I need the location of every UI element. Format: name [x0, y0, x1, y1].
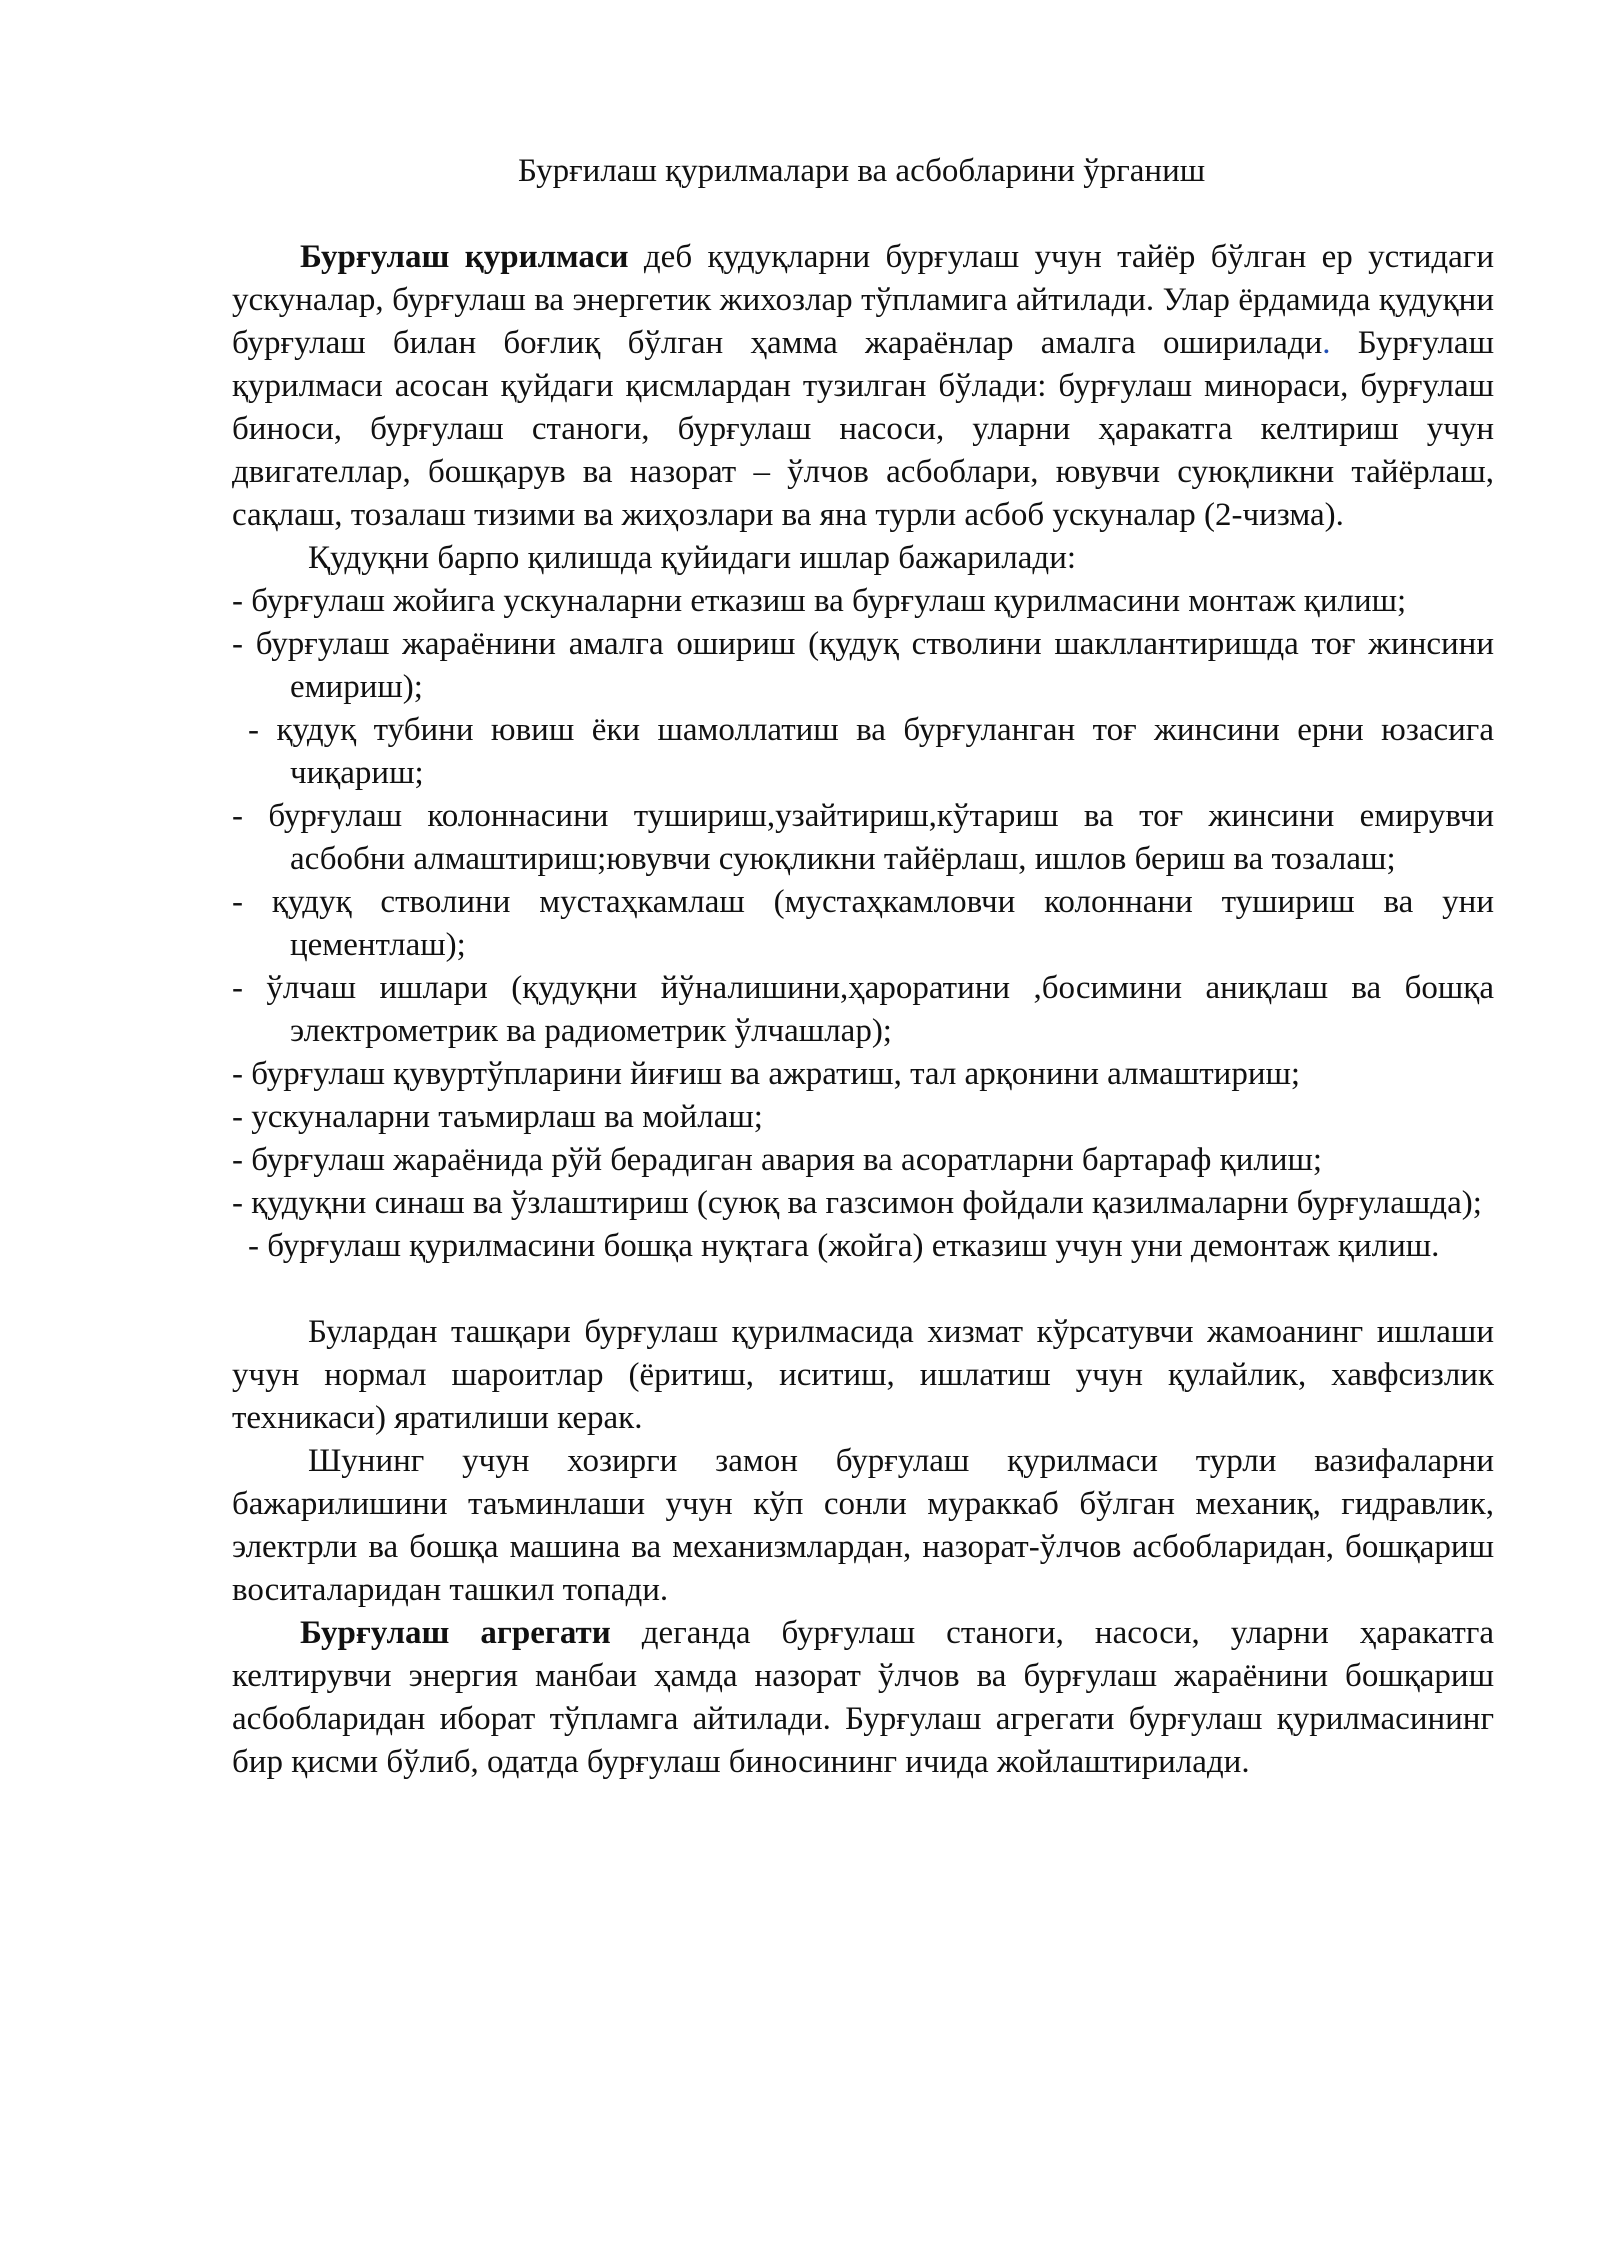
- list-item: - қудуқ тубини ювиш ёки шамоллатиш ва бурғуланган тоғ жинсини ерни юзасига чиқариш;: [248, 712, 1494, 791]
- paragraph-text-continued: Бурғулаш қурилмаси асосан қуйдаги қисмлардан тузилган бўлади: бурғулаш минораси, бурғулаш биноси, бурғулаш станоги, бурғулаш насоси, уларни ҳаракатга келтириш учун двигателлар, бошқарув ва назорат – ўлчов асбоблари, ювувчи суюқликни тайёрлаш, сақлаш, тозалаш тизими ва жиҳозлари ва яна турли асбоб ускуналар (2-чизма).: [232, 325, 1494, 533]
- list-item: - бурғулаш қурилмасини бошқа нуқтага (жойга) етказиш учун уни демонтаж қилиш.: [248, 1228, 1440, 1264]
- paragraph-modern-rig: Шунинг учун хозирги замон бурғулаш қурилмаси турли вазифаларни бажарилишини таъминлаши учун кўп сонли мураккаб бўлган механиқ, гидравлик, электрли ва бошқа машина ва механизмлардан, назорат-ўлчов асбобларидан, бошқариш воситаларидан ташкил топади.: [232, 1443, 1494, 1608]
- term-drilling-rig: Бурғулаш қурилмаси: [300, 239, 629, 275]
- list-item: - ўлчаш ишлари (қудуқни йўналишини,ҳароратини ,босимини аниқлаш ва бошқа электрометрик ва радиометрик ўлчашлар);: [232, 970, 1494, 1049]
- list-item: - бурғулаш жойига ускуналарни етказиш ва бурғулаш қурилмасини монтаж қилиш;: [232, 583, 1407, 619]
- list-item: - бурғулаш қувуртўпларини йиғиш ва ажратиш, тал арқонини алмаштириш;: [232, 1056, 1301, 1092]
- paragraph-dot: .: [1322, 325, 1331, 361]
- paragraph-drilling-unit-definition: [232, 1612, 1494, 1784]
- list-item: - ускуналарни таъмирлаш ва мойлаш;: [232, 1099, 763, 1135]
- paragraph-drilling-rig-definition: [232, 236, 1494, 537]
- works-list: [232, 580, 1494, 1268]
- list-item: - бурғулаш жараёнида рўй берадиган авария ва асоратларни бартараф қилиш;: [232, 1142, 1323, 1178]
- paragraph-text: деганда бурғулаш станоги, насоси, уларни ҳаракатга келтирувчи энергия манбаи ҳамда назорат ўлчов ва бурғулаш жараёнини бошқариш асбобларидан иборат тўпламга айтилади. Бурғулаш агрегати бурғулаш қурилмасининг бир қисми бўлиб, одатда бурғулаш биносининг ичида жойлаштирилади.: [232, 1615, 1494, 1780]
- paragraph-text: деб қудуқларни бурғулаш учун тайёр бўлган ер устидаги ускуналар, бурғулаш ва энергетик жихозлар тўпламига айтилади. Улар ёрдамида қудуқни бурғулаш билан боғлиқ бўлган ҳамма жараёнлар амалга оширилади: [232, 239, 1494, 361]
- document-title: Бурғилаш қурилмалари ва асбобларини ўрганиш: [518, 153, 1206, 189]
- list-item: - бурғулаш колоннасини тушириш,узайтириш,кўтариш ва тоғ жинсини емирувчи асбобни алмаштириш;ювувчи суюқликни тайёрлаш, ишлов бериш ва тозалаш;: [232, 798, 1494, 877]
- list-item: - бурғулаш жараёнини амалга ошириш (қудуқ стволини шакллантиришда тоғ жинсини емириш);: [232, 626, 1494, 705]
- list-item: - қудуқ стволини мустаҳкамлаш (мустаҳкамловчи колоннани тушириш ва уни цементлаш);: [232, 884, 1494, 963]
- paragraph-working-conditions: Булардан ташқари бурғулаш қурилмасида хизмат кўрсатувчи жамоанинг ишлаши учун нормал шароитлар (ёритиш, иситиш, ишлатиш учун қулайлик, хавфсизлик техникаси) яратилиши керак.: [232, 1314, 1494, 1436]
- blank-line: [232, 1268, 1494, 1311]
- document-body: [232, 150, 1494, 1784]
- works-intro: Қудуқни барпо қилишда қуйидаги ишлар бажарилади:: [308, 540, 1077, 576]
- list-item: - қудуқни синаш ва ўзлаштириш (суюқ ва газсимон фойдали қазилмаларни бурғулашда);: [232, 1185, 1482, 1221]
- term-drilling-unit: Бурғулаш агрегати: [300, 1615, 611, 1651]
